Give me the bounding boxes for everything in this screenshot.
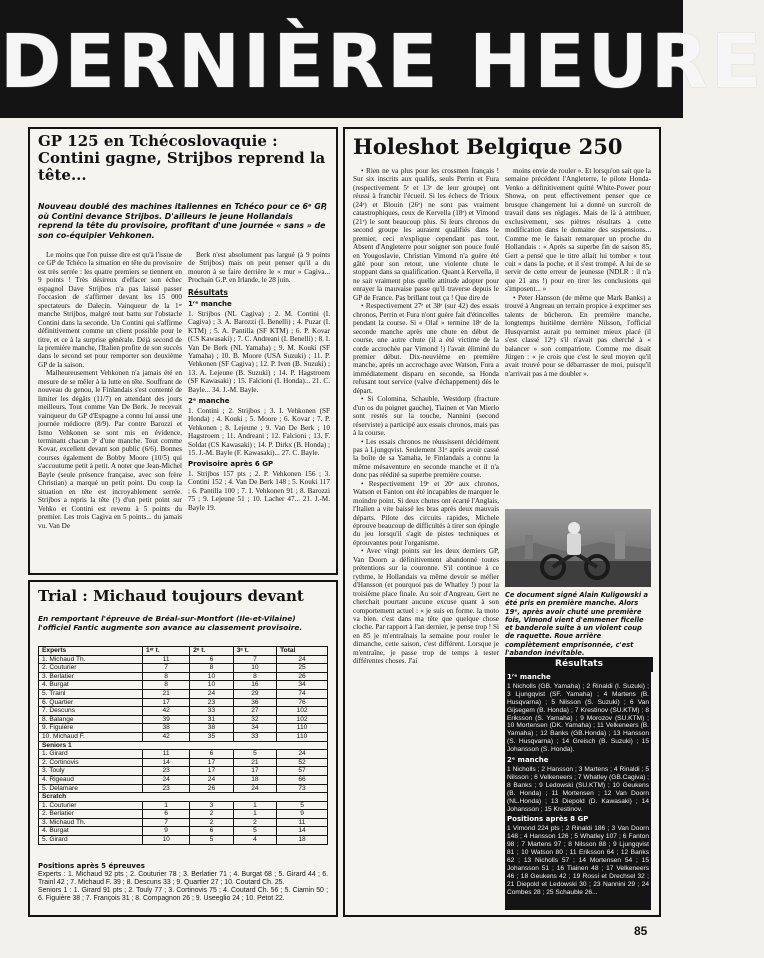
- table-cell: 2: [233, 818, 276, 827]
- table-cell: 52: [277, 758, 328, 767]
- table-cell: 6: [190, 750, 233, 759]
- table-cell: 7: [233, 655, 276, 664]
- holeshot-m2-heading: 2ᵉ manche: [507, 756, 549, 765]
- holeshot-title: Holeshot Belgique 250: [353, 134, 623, 159]
- trial-title: Trial : Michaud toujours devant: [38, 587, 304, 605]
- table-cell: 34: [277, 681, 328, 690]
- holeshot-paragraph: • Avec vingt points sur les deux derniers GP, Van Doorn a définitivement abandonné toutes prétentions sur la couronne. S'il continue à ce rythme, le Hollandais va même devoir se méfier d'Hansson (et pourquoi pas de Whatley !) pour la troisième place finale. Au soir d'Angreau, Gert ne cherchait pourtant aucune excuse quant à son comportement actuel : « je suis en forme. la moto va bien. c'est dans ma tête que quelque chose cloche. Par rapport à l'an dernier, je pense trop ! Si en 85 je m'entraînais la semaine pour rouler le dimanche, cette saison, c'est différent. Lorsque je m'entraîne, je passe trop de temps à tester différentes choses. J'ai: [353, 547, 499, 666]
- table-group-label: Scratch: [39, 793, 328, 802]
- table-cell: 7: [143, 664, 190, 673]
- table-row: [39, 681, 328, 690]
- holeshot-paragraph: • Peter Hansson (de même que Mark Banks) a trouvé à Angreau un terrain propice à exprimer ses talents de bûcheron. En première manche, longtemps huitième derrière Nilsson, l'official Husqvarnist aurait pu terminer mieux placé (il s'est classé 12ᵉ) s'il n'avait pas cherché à « balancer » son compatriote. Comme me disait Jürgen : « je crois que c'est le seul moyen qu'il avait trouvé pour se débarrasser de moi, puisqu'il n'arrivait pas à me doubler ».: [505, 293, 651, 378]
- table-cell: 1. Couturier: [39, 801, 143, 810]
- table-cell: 3: [190, 801, 233, 810]
- holeshot-paragraph: • Les essais chronos ne réussissent décidément pas à Ljungqvist. Seulement 31ᵉ après avoir cassé la boîte de sa Yamaha, le Finlandais a connu la même mésaventure en seconde manche et il n'a donc pas réédité sa superbe première course.: [353, 437, 499, 480]
- holeshot-paragraph: • Respectivement 19ᵉ et 20ᵉ aux chronos, Watson et Fanton ont été incapables de marquer le moindre point. Si deux chutes ont écarté l'Anglais, l'Italien a vite baissé les bras après deux mauvais départs. Pilote des circuits rapides, Michele éprouve beaucoup de difficultés à tirer son épingle du jeu lorsqu'il s'agit de pistes techniques et éprouvantes pour l'organisme.: [353, 479, 499, 547]
- table-cell: 10: [190, 681, 233, 690]
- table-row: [39, 732, 328, 741]
- table-cell: 11: [143, 750, 190, 759]
- table-cell: 73: [277, 784, 328, 793]
- holeshot-paragraph: • Rien ne va plus pour les crossmen français ! Sur six inscrits aux qualifs, seuls Perrin et Fura (respectivement 5ᵉ et 13ᵉ de leur groupe) ont réussi à franchir l'écueil. Si les échecs de Trioux (24ᵉ) et Blouin (26ᵉ) ne sont pas vraiment catastrophiques, ceux de Kervella (18ᵉ) et Vimond (21ᵉ) le sont beaucoup plus. Si leurs chronos du second groupe les auraient qualifiés dans le premier, ceci n'explique cependant pas tout. Absent d'Angleterre pour soigner son pouce foulé en Yougoslavie, Christian Vimond n'a guère été gâté pour son retour, une violente chute le stoppant dans sa qualification. Quant à Kervella, il ne sait vraiment plus quelle attitude adopter pour enrayer la mauvaise passe qu'il traverse depuis le GP de France. Pas brillant tout ça ! Que dire de: [353, 167, 499, 302]
- trial-positions-heading: Positions après 5 épreuves: [38, 862, 145, 870]
- table-cell: 5: [190, 836, 233, 845]
- holeshot-paragraph: moins envie de rouler ». Et lorsqu'on sait que la semaine précédent l'Angleterre, le pilote Honda-Venko a définitivement quitté White-Power pour Showa, on peut effectivement penser que ce brusque changement lui a donné un surcroît de travail dans ses réglages. Mais de là à attribuer, exclusivement, ses piètres résultats à cette modification dans le domaine des suspensions... Comme me le faisait remarquer un proche du Hollandais : « Après sa superbe fin de saison 85, Gert a pensé que le titre allait lui tomber « tout cuit » dans la poche, et il s'est trompé. A lui de se servir de cette erreur de jeunesse (NDLR : il n'a que 21 ans !) pour en tirer les conclusions qui s'imposent... »: [505, 167, 651, 294]
- table-cell: 23: [143, 784, 190, 793]
- table-row: [39, 767, 328, 776]
- gp125-prov-heading: Provisoire après 6 GP: [188, 460, 274, 469]
- table-cell: 57: [277, 767, 328, 776]
- table-cell: 33: [190, 707, 233, 716]
- table-row: [39, 724, 328, 733]
- table-cell: 1. Michaud Th.: [39, 655, 143, 664]
- gp125-paragraph: Malheureusement Vehkonen n'a jamais été en mesure de se mêler à la lutte en tête. Souffrant de nouveau du genou, le Finlandais s'est contenté de limiter les dégâts (11/7) en attendant des jours meilleurs. Tout comme Van De Berk. Je recevait vainqueur du GP d'Espagne a connu lui aussi une journée médiocre (8/9). Par contre Barozzi et Ismo Vehkonen se sont mis en évidence, terminant chacun 3ᵉ d'une manche. Tout comme Kovar, excellent devant son public (6/6). Bonnes courses également de Bobby Moore (10/5) qui s'accoutume petit à petit. A noter que Jean-Michel Bayle (seule présence française, avec son frère Christian) a marqué un petit point. Du coup la situation en tête est incroyablement serrée. Strijbos a repris la tête (!) d'un petit point sur Vehko et Contini est revenu à 5 points du premier. Les trois Cagiva en 5 points... du jamais vu. Van De: [38, 369, 182, 530]
- holeshot-prov-results: 1 Vimond 224 pts ; 2 Rinaldi 186 ; 3 Van Doorn 148 ; 4 Hansson 126 ; 5 Whatley 107 ; 6 Fanton 98 ; 7 Martens 97 ; 8 Nilsson 88 ; 9 Ljungqvist 81 ; 10 Watson 80 ; 11 Eriksson 64 ; 12 Banks 62 ; 13 Nicholls 57 ; 14 Mortensen 54 ; 15 Johansson 51 ; 16 Tiainen 48 ; 17 Velkeneers 46 ; 18 Geukens 42 ; 19 Rossi et Drechsel 32 ; 21 Diepold et Ledowski 30 ; 23 Nannini 29 ; 24 Combes 28 ; 25 Schauble 26...: [507, 825, 649, 896]
- table-cell: 5: [233, 750, 276, 759]
- table-row: [39, 664, 328, 673]
- table-cell: 35: [190, 732, 233, 741]
- table-cell: 25: [277, 664, 328, 673]
- table-cell: 2. Cortinovis: [39, 758, 143, 767]
- table-cell: 1. Girard: [39, 750, 143, 759]
- gp125-prov-results: 1. Strijbos 157 pts ; 2. P. Vehkonen 156 ; 3. Contini 152 ; 4. Van De Berk 148 ; 5. Kouki 117 ; 6. Pantilla 100 ; 7. I. Vehkonen 91 ; 8. Barozzi 75 ; 9. Lejeune 51 ; 10. Lacher 47... 21. J.-M. Bayle 19.: [188, 469, 330, 512]
- table-header-cell: 1ᵉʳ t.: [143, 647, 190, 656]
- table-cell: 3. Berlatier: [39, 672, 143, 681]
- table-row: [39, 818, 328, 827]
- table-cell: 8: [143, 672, 190, 681]
- table-header-cell: Total: [277, 647, 328, 656]
- trial-lead: En remportant l'épreuve de Bréal-sur-Montfort (Ile-et-Vilaine) l'officiel Fantic augmente son avance au classement provisoire.: [38, 614, 303, 633]
- table-cell: 27: [233, 707, 276, 716]
- holeshot-col1: [353, 167, 499, 911]
- table-cell: 24: [233, 784, 276, 793]
- table-cell: 11: [277, 818, 328, 827]
- table-cell: 17: [190, 758, 233, 767]
- table-cell: 8. Balange: [39, 715, 143, 724]
- table-cell: 26: [190, 784, 233, 793]
- table-cell: 38: [190, 724, 233, 733]
- holeshot-m1-heading: 1ʳᵉ manche: [507, 673, 551, 681]
- table-row: [39, 775, 328, 784]
- gp125-m1-results: 1. Strijbos (NL Cagiva) ; 2. M. Contini (I. Cagiva) ; 3. A. Barozzi (I. Benelli) ; 4. Puzar (I. KTM) ; 5. A. Pantilla (SF KTM) ; 6. P. Kovar (CS Kawasaki) ; 7. C. Andreani (I. Benelli) ; 8. I. Van De Berk (NL Yamaha) ; 9. M. Kouki (SF Yamaha) ; 10. B. Moore (USA Suzuki) ; 11. P. Vehkonen (SF Cagiva) ; 12. P. Iven (B. Suzuki) ; 13. A. Lejeune (B. Suzuki) ; 14. P. Hagstroem (SF Kawasaki) ; 15. Falcioni (I. Honda)... 21. C. Bayle... 34. J.-M. Bayle.: [188, 309, 330, 394]
- gp125-m2-results: 1. Contini ; 2. Strijbos ; 3. I. Vehkonen (SF Honda) ; 4. Kouki ; 5. Moore ; 6. Kovar ; 7. P. Vehkonen ; 8. Lejeune ; 9. Van De Berk ; 10 Hagstroem ; 11. Andreani ; 12. Falcioni ; 13. F. Soldat (CS Kawasaki) ; 14. P. Dirkx (B. Honda) ; 15. J.-M. Bayle (F. Kawasaki)... 27. C. Bayle.: [188, 406, 330, 457]
- holeshot-m2-results: 1 Nicholls ; 2 Hansson ; 3 Martens ; 4 Rinaldi ; 5 Nilsson ; 6 Velkeneers ; 7 Whatley (GB.Cagiva) ; 8 Banks ; 9 Ledowski (SU.KTM) ; 10 Geukens (B. Honda) ; 11 Mortensen ; 12 Van Doorn (NL.Honda) ; 13 Diepold (D. Kawasaki) ; 14 Johansson ; 15 Krestinov.: [507, 765, 649, 813]
- table-cell: 32: [233, 715, 276, 724]
- table-cell: 23: [190, 698, 233, 707]
- table-cell: 14: [277, 827, 328, 836]
- table-header-cell: Experts: [39, 647, 143, 656]
- table-cell: 5. Girard: [39, 836, 143, 845]
- table-row: [39, 707, 328, 716]
- trial-positions: [38, 862, 328, 912]
- table-cell: 17: [190, 767, 233, 776]
- table-cell: 36: [233, 698, 276, 707]
- race-photo-image: [505, 509, 651, 587]
- table-cell: 4. Burgat: [39, 827, 143, 836]
- table-row: [39, 750, 328, 759]
- table-cell: 5. Trainl: [39, 689, 143, 698]
- table-row: [39, 689, 328, 698]
- table-cell: 2. Couturier: [39, 664, 143, 673]
- holeshot-article: [343, 127, 661, 917]
- table-cell: 18: [277, 836, 328, 845]
- table-cell: 17: [143, 698, 190, 707]
- table-cell: 17: [233, 767, 276, 776]
- banner-title: DERNIÈRE HEURE: [0, 19, 764, 105]
- table-group-row: [39, 741, 328, 750]
- gp125-paragraph: Berk n'est absolument pas largué (à 9 points de Strijbos) mais on peut penser qu'il a du mouron à se faire derrière le « mur » Cagiva... Prochain G.P. en Irlande, le 28 juin.: [188, 251, 330, 285]
- gp125-title: GP 125 en Tchécoslovaquie : Contini gagne, Strijbos reprend la tête...: [38, 132, 326, 184]
- holeshot-results-body: [505, 672, 651, 910]
- table-cell: 102: [277, 715, 328, 724]
- race-photo: [505, 509, 651, 587]
- table-cell: 34: [233, 724, 276, 733]
- table-cell: 10: [233, 664, 276, 673]
- table-cell: 39: [143, 715, 190, 724]
- trial-positions-seniors: Seniors 1 : 1. Girard 91 pts ; 2. Touly 77 ; 3. Cortinovis 75 ; 4. Coutard Ch. 56 ; 5. Ciamin 50 ; 6. Figuière 38 ; 7. François 31 ; 8. Compagnon 26 ; 9. Useeglio 24 ; 10. Petot 22.: [38, 887, 328, 902]
- holeshot-paragraph: • Respectivement 27ᵉ et 38ᵉ (sur 42) des essais chronos, Perrin et Fura n'ont guère fait d'étincelles pendant la course. Si « Olaf » termine 18ᵉ de la seconde manche après une chute en début de course, une autre chute (il a été victime de la corde accrochée par Vimond !) l'avait éliminé du premier début. Dix-neuvième en première manche, après un accrochage avec Watson, Fura a immédiatement disparu en seconde, sa Honda refusant tout service (valve d'échappement) dès le départ.: [353, 302, 499, 395]
- gp125-body-col2: [188, 251, 330, 569]
- holeshot-prov-heading: Positions après 8 GP: [507, 815, 589, 824]
- header-banner: [0, 0, 764, 118]
- table-cell: 1: [143, 801, 190, 810]
- table-row: [39, 655, 328, 664]
- table-cell: 26: [277, 672, 328, 681]
- table-cell: 16: [233, 681, 276, 690]
- table-cell: 4. Rigeaud: [39, 775, 143, 784]
- table-cell: 7: [143, 818, 190, 827]
- gp125-paragraph: Le moins que l'on puisse dire est qu'à l'issue de ce GP de Tchéco la situation en tête du provisoire est très serrée : les quatre premiers se tiennent en 9 points ! Très désireux d'effacer son échec espagnol Dave Strijbos n'a pas laissé passer l'occasion de s'affirmer devant les 15 000 spectateurs de Dalecin. Vainqueur de la 1ʳᵉ manche Strijbos, malgré tout battu sur l'obstacle Contini dans la seconde. Un Contini qui s'affirme définitivement comme un client possible pour le titre, et ce à la surprise générale. Déjà second de la première manche, l'Italien profite de son succès dans le second set pour remporter son deuxième GP de la saison.: [38, 251, 182, 369]
- table-cell: 38: [143, 724, 190, 733]
- trial-table-body: [39, 655, 328, 844]
- gp125-article: [28, 127, 338, 575]
- trial-article: [28, 580, 338, 917]
- table-cell: 76: [277, 698, 328, 707]
- table-header-row: [39, 647, 328, 656]
- table-cell: 8: [233, 672, 276, 681]
- gp125-results-heading: Résultats: [188, 287, 228, 297]
- holeshot-paragraph: • Si Colomina, Schauble, Westdorp (fracture d'un os du poignet gauche), Tiainen et Van Mierlo sont restés sur la touche, Nannini (second réserviste) a participé aux essais chronos, mais pas à la course.: [353, 395, 499, 438]
- table-cell: 2: [190, 810, 233, 819]
- table-cell: 3. Michaud Th.: [39, 818, 143, 827]
- table-cell: 1: [233, 810, 276, 819]
- table-cell: 5. Delamare: [39, 784, 143, 793]
- table-cell: 8: [190, 664, 233, 673]
- table-cell: 29: [233, 689, 276, 698]
- table-cell: 6: [190, 827, 233, 836]
- table-cell: 6: [143, 810, 190, 819]
- photo-caption: Ce document signé Alain Kuligowski a été pris en première manche. Alors 19ᵉ, après avoir chuté une première fois, Vimond vient d'emmener ficelle et banderole suite à un violent coup de raquette. Roue arrière complètement emprisonnée, c'est l'abandon inévitable.: [505, 591, 648, 658]
- table-cell: 14: [143, 758, 190, 767]
- table-cell: 2: [190, 818, 233, 827]
- table-cell: 110: [277, 724, 328, 733]
- page-number: 85: [634, 924, 648, 938]
- table-cell: 5: [277, 801, 328, 810]
- table-cell: 3. Touly: [39, 767, 143, 776]
- table-row: [39, 801, 328, 810]
- table-cell: 24: [190, 689, 233, 698]
- table-row: [39, 810, 328, 819]
- holeshot-results-box: [505, 657, 653, 911]
- holeshot-m1-results: 1 Nicholls (GB. Yamaha) ; 2 Rinaldi (I. Suzuki) ; 3 Ljungqvist (SF. Yamaha) ; 4 Martens (B. Husqvarna) ; 5 Nilsson (S. Suzuki) ; 6 Van Gijsegem (B. Honda) ; 7 Krestinov (SU.KTM) ; 8 Eriksson (S. Yamaha) ; 9 Morozov (SU.KTM) ; 10 Mortensen (DK. Yamaha) ; 11 Velkeneers (B. Yamaha) ; 12 Banks (GB.Honda) ; 13 Hansson (S. Husqvarna) ; 14 Greisch (B. Suzuki) ; 15 Johansson (S. Honda).: [507, 682, 649, 754]
- table-row: [39, 836, 328, 845]
- table-cell: 10: [143, 836, 190, 845]
- table-row: [39, 784, 328, 793]
- table-cell: 21: [143, 689, 190, 698]
- table-cell: 74: [277, 689, 328, 698]
- table-cell: 23: [143, 767, 190, 776]
- table-cell: 6. Quartier: [39, 698, 143, 707]
- table-cell: 24: [277, 655, 328, 664]
- table-group-label: Seniors 1: [39, 741, 328, 750]
- gp125-lead: Nouveau doublé des machines italiennes en Tchéco pour ce 6ᵉ GP, où Contini devance Strijbos. D'ailleurs le jeune Hollandais reprend la tête du provisoire, profitant d'une journée « sans » de son co-équipier Vehkonen.: [38, 202, 328, 240]
- table-cell: 24: [190, 775, 233, 784]
- table-cell: 33: [233, 732, 276, 741]
- table-cell: 7. Descuns: [39, 707, 143, 716]
- gp125-m1-heading: 1ʳᵉ manche: [188, 300, 232, 309]
- table-cell: 2. Berlatier: [39, 810, 143, 819]
- table-cell: 10. Michaud F.: [39, 732, 143, 741]
- table-cell: 11: [143, 655, 190, 664]
- table-row: [39, 672, 328, 681]
- table-row: [39, 698, 328, 707]
- table-cell: 9: [143, 827, 190, 836]
- holeshot-results-heading: Résultats: [505, 657, 653, 672]
- table-cell: 9: [277, 810, 328, 819]
- table-cell: 42: [143, 732, 190, 741]
- table-header-cell: 2ᵉ t.: [190, 647, 233, 656]
- table-cell: 10: [190, 672, 233, 681]
- table-cell: 18: [233, 775, 276, 784]
- gp125-body-col1: [38, 251, 182, 569]
- table-cell: 4. Burgat: [39, 681, 143, 690]
- table-cell: 5: [233, 827, 276, 836]
- trial-positions-experts: Experts : 1. Michaud 92 pts ; 2. Couturier 78 ; 3. Berlatier 71 ; 4. Burgat 68 ; 5. Girard 44 ; 6. Trainl 42 ; 7. Michaud F. 39 ; 8. Descuns 33 ; 9. Quartier 27 ; 10. Coutard Ch. 25.: [38, 871, 328, 886]
- table-cell: 6: [190, 655, 233, 664]
- table-cell: 110: [277, 732, 328, 741]
- table-row: [39, 715, 328, 724]
- table-cell: 42: [143, 707, 190, 716]
- table-row: [39, 758, 328, 767]
- table-cell: 24: [277, 750, 328, 759]
- holeshot-col2: [505, 167, 651, 507]
- table-cell: 31: [190, 715, 233, 724]
- table-row: [39, 827, 328, 836]
- table-cell: 24: [143, 775, 190, 784]
- table-cell: 1: [233, 801, 276, 810]
- trial-results-table: [38, 646, 328, 845]
- table-header-cell: 3ᵉ t.: [233, 647, 276, 656]
- gp125-m2-heading: 2ᵉ manche: [188, 397, 230, 406]
- table-cell: 4: [233, 836, 276, 845]
- table-cell: 66: [277, 775, 328, 784]
- table-cell: 102: [277, 707, 328, 716]
- table-cell: 8: [143, 681, 190, 690]
- table-cell: 9. Figuière: [39, 724, 143, 733]
- table-cell: 21: [233, 758, 276, 767]
- table-group-row: [39, 793, 328, 802]
